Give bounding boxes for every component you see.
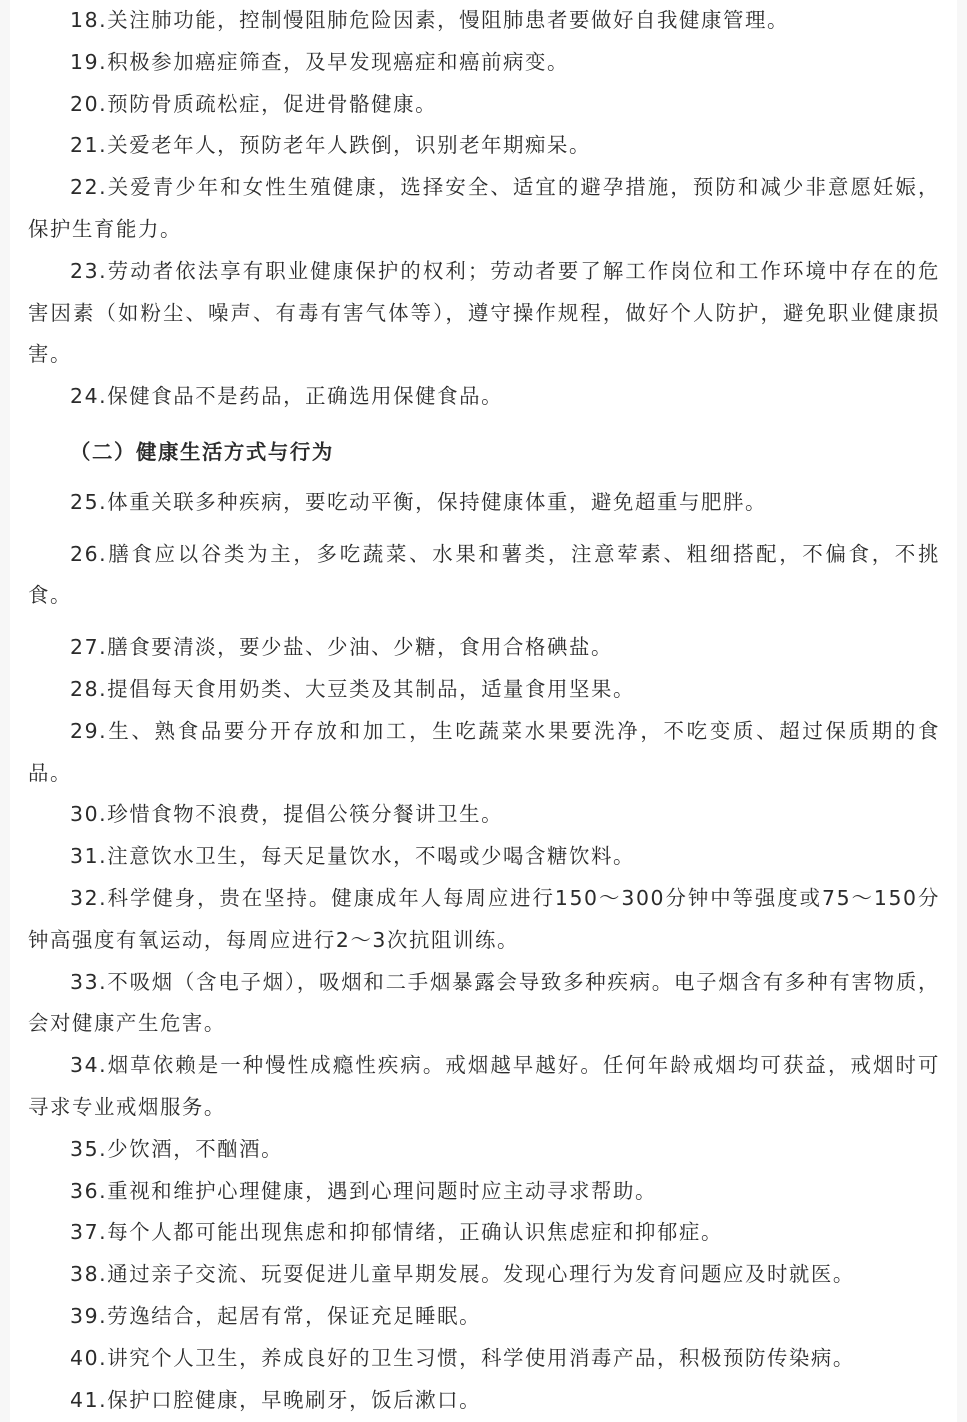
list-item: 37.每个人都可能出现焦虑和抑郁情绪，正确认识焦虑症和抑郁症。 bbox=[70, 1220, 723, 1245]
section-heading: （二）健康生活方式与行为 bbox=[70, 439, 334, 464]
list-item: 21.关爱老年人，预防老年人跌倒，识别老年期痴呆。 bbox=[70, 133, 592, 158]
list-item: 39.劳逸结合，起居有常，保证充足睡眠。 bbox=[70, 1303, 482, 1328]
list-item: 27.膳食要清淡，要少盐、少油、少糖，食用合格碘盐。 bbox=[70, 635, 614, 660]
list-item: 28.提倡每天食用奶类、大豆类及其制品，适量食用坚果。 bbox=[70, 676, 636, 701]
list-item: 35.少饮酒，不酗酒。 bbox=[70, 1136, 284, 1161]
list-item: 29.生、熟食品要分开存放和加工，生吃蔬菜水果要洗净，不吃变质、超过保质期的食品。 bbox=[28, 718, 940, 785]
list-item: 24.保健食品不是药品，正确选用保健食品。 bbox=[70, 384, 504, 409]
list-item: 33.不吸烟（含电子烟），吸烟和二手烟暴露会导致多种疾病。电子烟含有多种有害物质，会对健康产生危害。 bbox=[28, 969, 940, 1036]
list-item: 34.烟草依赖是一种慢性成瘾性疾病。戒烟越早越好。任何年龄戒烟均可获益，戒烟时可寻求专业戒烟服务。 bbox=[28, 1053, 940, 1119]
list-item: 20.预防骨质疏松症，促进骨骼健康。 bbox=[70, 91, 438, 116]
article-page bbox=[10, 0, 957, 1422]
list-item: 22.关爱青少年和女性生殖健康，选择安全、适宜的避孕措施，预防和减少非意愿妊娠，保护生育能力。 bbox=[28, 175, 940, 241]
list-item: 25.体重关联多种疾病，要吃动平衡，保持健康体重，避免超重与肥胖。 bbox=[70, 489, 767, 514]
list-item: 38.通过亲子交流、玩耍促进儿童早期发展。发现心理行为发育问题应及时就医。 bbox=[70, 1262, 855, 1287]
list-item: 23.劳动者依法享有职业健康保护的权利；劳动者要了解工作岗位和工作环境中存在的危害因素（如粉尘、噪声、有毒有害气体等），遵守操作规程，做好个人防护，避免职业健康损害。 bbox=[28, 258, 940, 367]
list-item: 18.关注肺功能，控制慢阻肺危险因素，慢阻肺患者要做好自我健康管理。 bbox=[70, 8, 789, 32]
list-item: 26.膳食应以谷类为主，多吃蔬菜、水果和薯类，注意荤素、粗细搭配，不偏食，不挑食。 bbox=[28, 541, 940, 608]
list-item: 36.重视和维护心理健康，遇到心理问题时应主动寻求帮助。 bbox=[70, 1178, 657, 1203]
list-item: 40.讲究个人卫生，养成良好的卫生习惯，科学使用消毒产品，积极预防传染病。 bbox=[70, 1345, 855, 1370]
list-item: 19.积极参加癌症筛查，及早发现癌症和癌前病变。 bbox=[70, 49, 570, 74]
article-body bbox=[28, 0, 940, 1421]
list-item: 30.珍惜食物不浪费，提倡公筷分餐讲卫生。 bbox=[70, 802, 504, 827]
list-item: 31.注意饮水卫生，每天足量饮水，不喝或少喝含糖饮料。 bbox=[70, 844, 636, 869]
list-item: 41.保护口腔健康，早晚刷牙，饭后漱口。 bbox=[70, 1387, 482, 1412]
list-item: 32.科学健身，贵在坚持。健康成年人每周应进行150～300分钟中等强度或75～150分钟高强度有氧运动，每周应进行2～3次抗阻训练。 bbox=[28, 885, 940, 952]
